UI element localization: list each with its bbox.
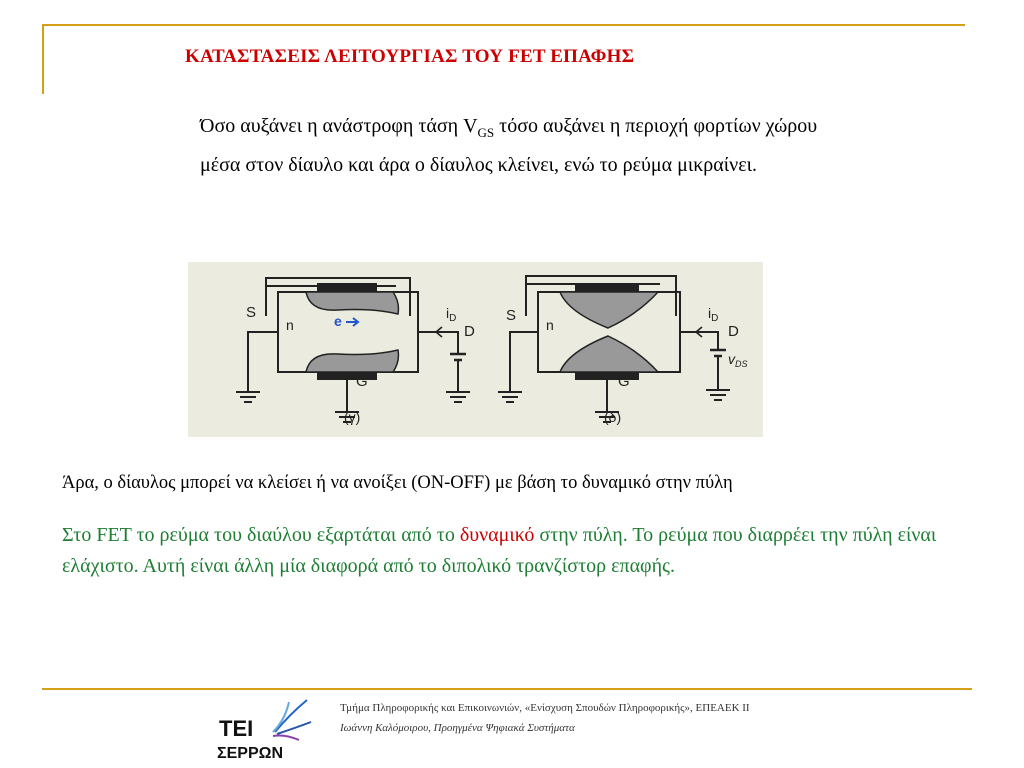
- right-current-sub: D: [711, 313, 719, 324]
- right-drain-label: D: [728, 323, 739, 340]
- slide-title: ΚΑΤΑΣΤΑΣΕΙΣ ΛΕΙΤΟΥΡΓΙΑΣ ΤΟΥ FET ΕΠΑΦΗΣ: [185, 46, 635, 67]
- footer-line: [42, 688, 972, 690]
- left-electron-label: e: [334, 313, 342, 329]
- tei-serron-logo: [215, 692, 320, 762]
- left-caption: (γ): [344, 409, 361, 425]
- green-paragraph: [62, 520, 942, 582]
- logo-top-text: ΤΕΙ: [219, 716, 254, 741]
- footer-line2: Ιωάννη Καλόμοιρου, Προηγμένα Ψηφιακά Συστήματα: [340, 722, 575, 734]
- fet-diagram-figure: [188, 262, 763, 437]
- right-caption: (δ): [604, 409, 622, 425]
- para-pre: Στο FET το ρεύμα του διαύλου εξαρτάται από το: [62, 524, 460, 546]
- footer-line1: Τμήμα Πληροφορικής και Επικοινωνιών, «Ενίσχυση Σπουδών Πληροφορικής», ΕΠΕΑΕΚ ΙΙ: [340, 702, 750, 714]
- logo-graphic: [215, 692, 320, 762]
- intro-text: [200, 110, 860, 181]
- right-n-label: n: [546, 317, 554, 333]
- right-current-symbol: i: [708, 305, 712, 321]
- right-voltage-sub: DS: [735, 359, 748, 369]
- left-drain-label: D: [464, 323, 475, 340]
- fet-diagram-right: [498, 276, 730, 422]
- right-gate-label: G: [618, 373, 630, 390]
- left-current-symbol: i: [446, 305, 450, 321]
- fet-diagram: [188, 262, 763, 437]
- left-current-label: [446, 305, 456, 324]
- right-current-label: [708, 305, 718, 324]
- left-current-sub: D: [449, 313, 457, 324]
- para-post: στην πύλη. Το ρεύμα που διαρρέει την πύλη είναι ελάχιστο. Αυτή είναι άλλη μία διαφορά από το διπολικό τρανζίστορ επαφής.: [62, 524, 937, 577]
- logo-bottom-text: ΣΕΡΡΩΝ: [217, 745, 283, 762]
- top-frame-line: [42, 24, 965, 26]
- intro-subscript: GS: [477, 125, 495, 140]
- on-off-statement: Άρα, ο δίαυλος μπορεί να κλείσει ή να ανοίξει (ON-OFF) με βάση το δυναμικό στην πύλη: [62, 473, 733, 493]
- intro-part2: τόσο αυξάνει η περιοχή φορτίων χώρου μέσα στον δίαυλο και άρα ο δίαυλος κλείνει, ενώ το ρεύμα μικραίνει.: [200, 115, 818, 176]
- intro-part1: Όσο αυξάνει η ανάστροφη τάση V: [200, 115, 478, 137]
- fet-diagram-left: [236, 278, 470, 422]
- right-voltage-symbol: v: [728, 351, 735, 367]
- left-n-label: n: [286, 317, 294, 333]
- right-source-label: S: [506, 307, 517, 324]
- left-gate-label: G: [356, 373, 368, 390]
- left-frame-line: [42, 24, 44, 94]
- right-voltage-label: [728, 351, 748, 369]
- para-highlight: δυναμικό: [459, 524, 535, 546]
- left-source-label: S: [246, 304, 257, 321]
